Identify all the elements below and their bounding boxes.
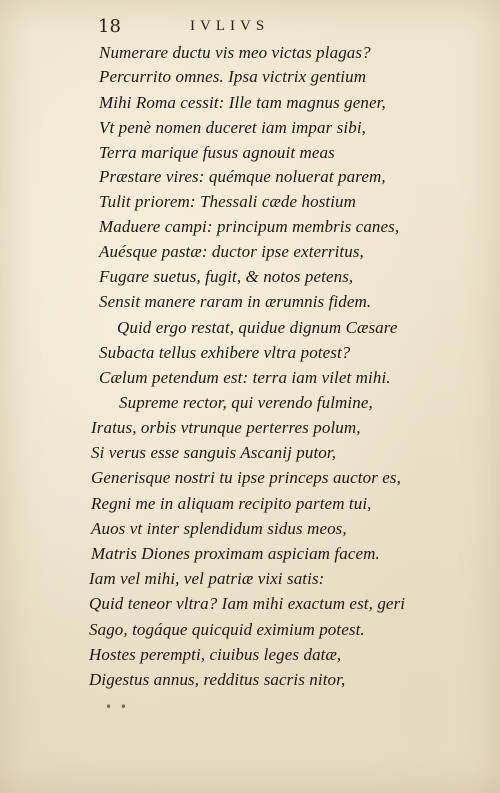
verse-line: Mihi Roma cessit: Ille tam magnus gener, bbox=[99, 93, 386, 112]
verse-line: Vt penè nomen duceret iam impar sibi, bbox=[99, 118, 366, 137]
verse-line: Sensit manere raram in ærumnis fidem. bbox=[99, 292, 372, 311]
verse-line: Si verus esse sanguis Ascanij putor, bbox=[91, 443, 337, 462]
verse-line: Auésque pastæ: ductor ipse exterritus, bbox=[99, 242, 364, 261]
verse-line: Supreme rector, qui verendo fulmine, bbox=[119, 393, 373, 412]
verse-line: Generisque nostri tu ipse princeps auctor es, bbox=[91, 468, 401, 487]
verse-line: Præstare vires: quémque noluerat parem, bbox=[99, 167, 386, 186]
verse-line: Numerare ductu vis meo victas plagas? bbox=[99, 43, 371, 62]
verse-line: Percurrito omnes. Ipsa victrix gentium bbox=[99, 67, 367, 86]
verse-line: Subacta tellus exhibere vltra potest? bbox=[99, 343, 351, 362]
verse-line: Matris Diones proximam aspiciam facem. bbox=[91, 544, 380, 563]
verse-line: Digestus annus, redditus sacris nitor, bbox=[89, 670, 346, 689]
verse-line: Auos vt inter splendidum sidus meos, bbox=[91, 519, 347, 538]
page-number: 18 bbox=[98, 16, 121, 37]
verse-line: Sago, togáque quicquid eximium potest. bbox=[89, 620, 365, 639]
verse-line: Quid ergo restat, quidue dignum Cæsare bbox=[117, 318, 398, 337]
verse-line: Iam vel mihi, vel patriæ vixi satis: bbox=[89, 569, 325, 588]
verse-line: Cælum petendum est: terra iam vilet mihi. bbox=[99, 368, 391, 387]
running-head: IVLIVS bbox=[190, 18, 270, 34]
verse-line: Quid teneor vltra? Iam mihi exactum est, geri bbox=[89, 594, 406, 613]
verse-line: Maduere campi: principum membris canes, bbox=[99, 217, 400, 236]
verse-line: Regni me in aliquam recipito partem tui, bbox=[91, 494, 372, 513]
verse-line: Tulit priorem: Thessali cæde hostium bbox=[99, 192, 357, 211]
verse-line: Terra marique fusus agnouit meas bbox=[99, 143, 335, 162]
verse-line: Hostes perempti, ciuibus leges datæ, bbox=[89, 645, 342, 664]
verse-line: Iratus, orbis vtrunque perterres polum, bbox=[91, 418, 361, 437]
printer-mark: • • bbox=[105, 700, 129, 714]
verse-line: Fugare suetus, fugit, & notos petens, bbox=[99, 267, 354, 286]
